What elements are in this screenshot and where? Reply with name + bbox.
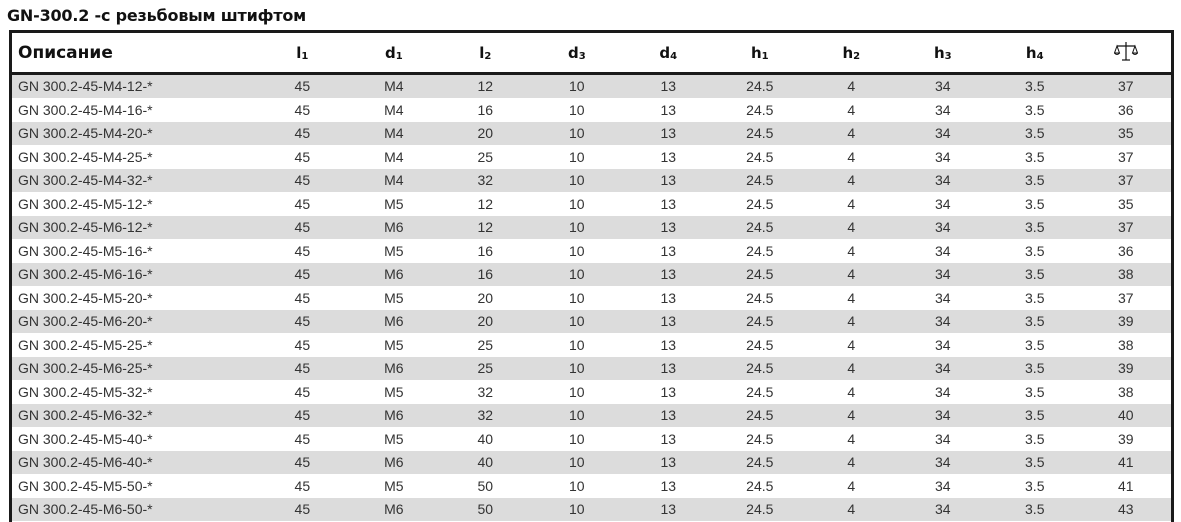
- header-d3: $d_3$: [567, 43, 586, 62]
- row-cell: 24.5: [746, 172, 774, 189]
- row-cell: 45: [294, 101, 311, 118]
- product-table: [9, 30, 1174, 522]
- row-cell: 4: [847, 383, 856, 400]
- row-cell: 32: [477, 172, 494, 189]
- row-description: GN 300.2-45-M5-25-*: [18, 336, 153, 353]
- row-cell: 45: [294, 360, 311, 377]
- row-cell: M5: [384, 430, 404, 447]
- row-cell: 34: [934, 148, 951, 165]
- row-cell: 45: [294, 383, 311, 400]
- row-cell: 45: [294, 148, 311, 165]
- row-cell: 34: [934, 477, 951, 494]
- row-cell: 45: [294, 454, 311, 471]
- row-cell: 20: [477, 313, 494, 330]
- row-cell: 3.5: [1025, 242, 1045, 259]
- row-description: GN 300.2-45-M6-50-*: [18, 501, 153, 518]
- row-cell: 41: [1117, 477, 1134, 494]
- row-description: GN 300.2-45-M5-50-*: [18, 477, 153, 494]
- row-description: GN 300.2-45-M6-32-*: [18, 407, 153, 424]
- row-cell: M4: [384, 78, 404, 95]
- table-row: [12, 334, 1171, 358]
- table-row: [12, 498, 1171, 522]
- row-description: GN 300.2-45-M4-32-*: [18, 172, 153, 189]
- table-row: [12, 357, 1171, 381]
- row-cell: 13: [660, 101, 677, 118]
- row-cell: 3.5: [1025, 360, 1045, 377]
- header-l1: $l_1$: [296, 43, 309, 62]
- row-cell: M5: [384, 242, 404, 259]
- row-cell: 10: [569, 125, 585, 142]
- row-cell: 3.5: [1025, 383, 1045, 400]
- row-cell: 37: [1117, 219, 1134, 236]
- row-cell: 10: [569, 195, 585, 212]
- row-cell: 38: [1117, 336, 1134, 353]
- row-description: GN 300.2-45-M6-40-*: [18, 454, 153, 471]
- row-cell: 10: [569, 407, 585, 424]
- row-cell: 4: [847, 101, 856, 118]
- row-cell: 25: [477, 148, 494, 165]
- row-cell: 24.5: [746, 313, 774, 330]
- row-cell: 34: [934, 360, 951, 377]
- row-cell: 3.5: [1025, 125, 1045, 142]
- row-cell: 45: [294, 266, 311, 283]
- row-cell: 13: [660, 336, 677, 353]
- row-cell: 10: [569, 336, 585, 353]
- row-cell: 13: [660, 407, 677, 424]
- row-cell: 45: [294, 195, 311, 212]
- row-cell: 24.5: [746, 101, 774, 118]
- row-cell: 13: [660, 78, 677, 95]
- row-cell: 10: [569, 219, 585, 236]
- table-row: [12, 146, 1171, 170]
- row-cell: 10: [569, 383, 585, 400]
- table-row: [12, 122, 1171, 146]
- row-cell: 10: [569, 289, 585, 306]
- table-row: [12, 240, 1171, 264]
- row-cell: 24.5: [746, 454, 774, 471]
- row-description: GN 300.2-45-M4-25-*: [18, 148, 153, 165]
- row-cell: 4: [847, 148, 856, 165]
- row-cell: 45: [294, 477, 311, 494]
- row-cell: 3.5: [1025, 101, 1045, 118]
- row-cell: M4: [384, 125, 404, 142]
- table-row: [12, 404, 1171, 428]
- row-cell: M6: [384, 501, 404, 518]
- row-cell: 24.5: [746, 336, 774, 353]
- header-d4: $d_4$: [659, 43, 678, 62]
- row-cell: 10: [569, 172, 585, 189]
- row-cell: 45: [294, 407, 311, 424]
- row-cell: 3.5: [1025, 195, 1045, 212]
- row-cell: 3.5: [1025, 477, 1045, 494]
- row-cell: 36: [1117, 101, 1134, 118]
- row-cell: 32: [477, 383, 494, 400]
- header-h4: $h_4$: [1025, 43, 1044, 62]
- row-cell: 39: [1117, 313, 1134, 330]
- row-description: GN 300.2-45-M6-20-*: [18, 313, 153, 330]
- row-cell: 12: [477, 219, 494, 236]
- row-cell: 45: [294, 172, 311, 189]
- row-cell: 13: [660, 477, 677, 494]
- row-cell: 24.5: [746, 242, 774, 259]
- row-cell: 34: [934, 313, 951, 330]
- header-h1: $h_1$: [750, 43, 769, 62]
- table-row: [12, 428, 1171, 452]
- row-cell: 13: [660, 383, 677, 400]
- row-cell: M6: [384, 454, 404, 471]
- row-cell: 12: [477, 78, 494, 95]
- table-row: [12, 216, 1171, 240]
- row-cell: 39: [1117, 430, 1134, 447]
- row-cell: M5: [384, 477, 404, 494]
- row-cell: 3.5: [1025, 148, 1045, 165]
- row-cell: 32: [477, 407, 494, 424]
- row-cell: 24.5: [746, 477, 774, 494]
- row-cell: 24.5: [746, 125, 774, 142]
- row-cell: 12: [477, 195, 494, 212]
- table-row: [12, 75, 1171, 99]
- row-cell: 13: [660, 360, 677, 377]
- row-cell: 13: [660, 242, 677, 259]
- row-cell: 3.5: [1025, 430, 1045, 447]
- row-cell: 34: [934, 407, 951, 424]
- row-cell: 24.5: [746, 407, 774, 424]
- row-cell: 3.5: [1025, 501, 1045, 518]
- row-cell: 37: [1117, 289, 1134, 306]
- row-cell: 34: [934, 383, 951, 400]
- row-description: GN 300.2-45-M5-40-*: [18, 430, 153, 447]
- row-cell: 24.5: [746, 383, 774, 400]
- row-cell: 10: [569, 78, 585, 95]
- row-cell: 3.5: [1025, 266, 1045, 283]
- row-cell: 10: [569, 101, 585, 118]
- row-cell: 10: [569, 501, 585, 518]
- row-cell: 13: [660, 430, 677, 447]
- row-cell: 4: [847, 289, 856, 306]
- header-weight: [1081, 41, 1172, 65]
- row-cell: 34: [934, 266, 951, 283]
- row-cell: 13: [660, 125, 677, 142]
- table-row: [12, 451, 1171, 475]
- row-cell: M6: [384, 313, 404, 330]
- row-cell: 34: [934, 501, 951, 518]
- row-description: GN 300.2-45-M6-12-*: [18, 219, 153, 236]
- row-cell: 13: [660, 266, 677, 283]
- row-cell: 45: [294, 219, 311, 236]
- row-cell: 10: [569, 360, 585, 377]
- row-cell: 24.5: [746, 501, 774, 518]
- row-cell: 3.5: [1025, 313, 1045, 330]
- row-cell: 16: [477, 266, 494, 283]
- header-l2: $l_2$: [479, 43, 492, 62]
- row-cell: 20: [477, 125, 494, 142]
- row-cell: 13: [660, 501, 677, 518]
- row-cell: 45: [294, 430, 311, 447]
- row-cell: 45: [294, 501, 311, 518]
- row-cell: 34: [934, 289, 951, 306]
- row-cell: 24.5: [746, 360, 774, 377]
- table-body: [12, 75, 1171, 522]
- row-cell: 3.5: [1025, 289, 1045, 306]
- table-row: [12, 287, 1171, 311]
- row-cell: 4: [847, 195, 856, 212]
- row-cell: 50: [477, 501, 494, 518]
- page-title: GN-300.2 -с резьбовым штифтом: [7, 6, 307, 25]
- row-cell: 35: [1117, 195, 1134, 212]
- row-cell: 13: [660, 172, 677, 189]
- row-cell: 4: [847, 430, 856, 447]
- row-cell: 4: [847, 336, 856, 353]
- row-cell: 40: [477, 454, 494, 471]
- row-cell: 3.5: [1025, 407, 1045, 424]
- scale-icon: [1114, 41, 1138, 61]
- row-cell: 34: [934, 242, 951, 259]
- table-row: [12, 381, 1171, 405]
- header-d1: $d_1$: [384, 43, 403, 62]
- row-cell: M5: [384, 195, 404, 212]
- row-cell: 4: [847, 477, 856, 494]
- header-description: Описание: [18, 42, 113, 63]
- row-cell: 4: [847, 407, 856, 424]
- row-cell: 16: [477, 101, 494, 118]
- row-description: GN 300.2-45-M5-12-*: [18, 195, 153, 212]
- row-cell: M6: [384, 407, 404, 424]
- row-cell: 4: [847, 360, 856, 377]
- row-cell: 4: [847, 78, 856, 95]
- table-row: [12, 475, 1171, 499]
- row-cell: 34: [934, 219, 951, 236]
- table-row: [12, 310, 1171, 334]
- row-cell: M6: [384, 219, 404, 236]
- row-cell: M4: [384, 172, 404, 189]
- row-cell: 4: [847, 266, 856, 283]
- row-cell: M4: [384, 101, 404, 118]
- table-row: [12, 99, 1171, 123]
- row-cell: M5: [384, 289, 404, 306]
- table-header: [12, 33, 1171, 75]
- row-cell: 10: [569, 266, 585, 283]
- row-cell: 10: [569, 477, 585, 494]
- row-cell: 24.5: [746, 219, 774, 236]
- row-cell: 25: [477, 360, 494, 377]
- row-cell: 24.5: [746, 78, 774, 95]
- row-cell: 13: [660, 219, 677, 236]
- row-cell: 38: [1117, 266, 1134, 283]
- row-cell: 4: [847, 313, 856, 330]
- row-cell: 3.5: [1025, 219, 1045, 236]
- row-cell: 50: [477, 477, 494, 494]
- row-cell: 13: [660, 148, 677, 165]
- row-cell: 10: [569, 242, 585, 259]
- row-cell: 25: [477, 336, 494, 353]
- row-cell: 24.5: [746, 148, 774, 165]
- row-cell: 45: [294, 242, 311, 259]
- row-description: GN 300.2-45-M5-32-*: [18, 383, 153, 400]
- row-cell: 3.5: [1025, 454, 1045, 471]
- row-cell: 3.5: [1025, 78, 1045, 95]
- row-cell: 4: [847, 501, 856, 518]
- row-cell: 10: [569, 313, 585, 330]
- row-cell: 35: [1117, 125, 1134, 142]
- row-cell: M6: [384, 266, 404, 283]
- row-cell: M6: [384, 360, 404, 377]
- row-description: GN 300.2-45-M4-16-*: [18, 101, 153, 118]
- row-description: GN 300.2-45-M4-20-*: [18, 125, 153, 142]
- row-cell: 34: [934, 430, 951, 447]
- row-cell: 45: [294, 125, 311, 142]
- header-h3: $h_3$: [933, 43, 952, 62]
- row-cell: 45: [294, 336, 311, 353]
- row-description: GN 300.2-45-M6-16-*: [18, 266, 153, 283]
- table-row: [12, 263, 1171, 287]
- row-cell: 34: [934, 454, 951, 471]
- row-cell: 34: [934, 172, 951, 189]
- row-cell: 24.5: [746, 289, 774, 306]
- row-cell: 34: [934, 195, 951, 212]
- row-cell: 38: [1117, 383, 1134, 400]
- row-cell: M5: [384, 336, 404, 353]
- row-cell: 45: [294, 313, 311, 330]
- row-cell: 4: [847, 454, 856, 471]
- row-cell: 10: [569, 148, 585, 165]
- row-description: GN 300.2-45-M5-20-*: [18, 289, 153, 306]
- table-row: [12, 169, 1171, 193]
- row-description: GN 300.2-45-M4-12-*: [18, 78, 153, 95]
- table-row: [12, 193, 1171, 217]
- row-cell: 45: [294, 289, 311, 306]
- row-cell: 37: [1117, 78, 1134, 95]
- row-cell: 34: [934, 101, 951, 118]
- row-cell: 16: [477, 242, 494, 259]
- row-cell: 10: [569, 454, 585, 471]
- row-cell: 20: [477, 289, 494, 306]
- row-cell: 10: [569, 430, 585, 447]
- row-cell: 13: [660, 289, 677, 306]
- row-cell: 4: [847, 172, 856, 189]
- row-cell: 34: [934, 78, 951, 95]
- row-cell: 39: [1117, 360, 1134, 377]
- row-cell: 36: [1117, 242, 1134, 259]
- row-cell: 24.5: [746, 430, 774, 447]
- row-cell: 13: [660, 313, 677, 330]
- row-cell: M5: [384, 383, 404, 400]
- row-cell: 37: [1117, 172, 1134, 189]
- row-cell: 40: [477, 430, 494, 447]
- row-cell: M4: [384, 148, 404, 165]
- header-h2: $h_2$: [842, 43, 861, 62]
- row-cell: 40: [1117, 407, 1134, 424]
- row-cell: 43: [1117, 501, 1134, 518]
- row-cell: 34: [934, 336, 951, 353]
- row-cell: 45: [294, 78, 311, 95]
- row-cell: 4: [847, 219, 856, 236]
- row-cell: 41: [1117, 454, 1134, 471]
- row-cell: 4: [847, 125, 856, 142]
- row-cell: 34: [934, 125, 951, 142]
- row-cell: 37: [1117, 148, 1134, 165]
- row-description: GN 300.2-45-M5-16-*: [18, 242, 153, 259]
- row-cell: 13: [660, 454, 677, 471]
- row-cell: 24.5: [746, 266, 774, 283]
- row-cell: 3.5: [1025, 172, 1045, 189]
- row-cell: 4: [847, 242, 856, 259]
- row-cell: 13: [660, 195, 677, 212]
- row-description: GN 300.2-45-M6-25-*: [18, 360, 153, 377]
- row-cell: 24.5: [746, 195, 774, 212]
- row-cell: 3.5: [1025, 336, 1045, 353]
